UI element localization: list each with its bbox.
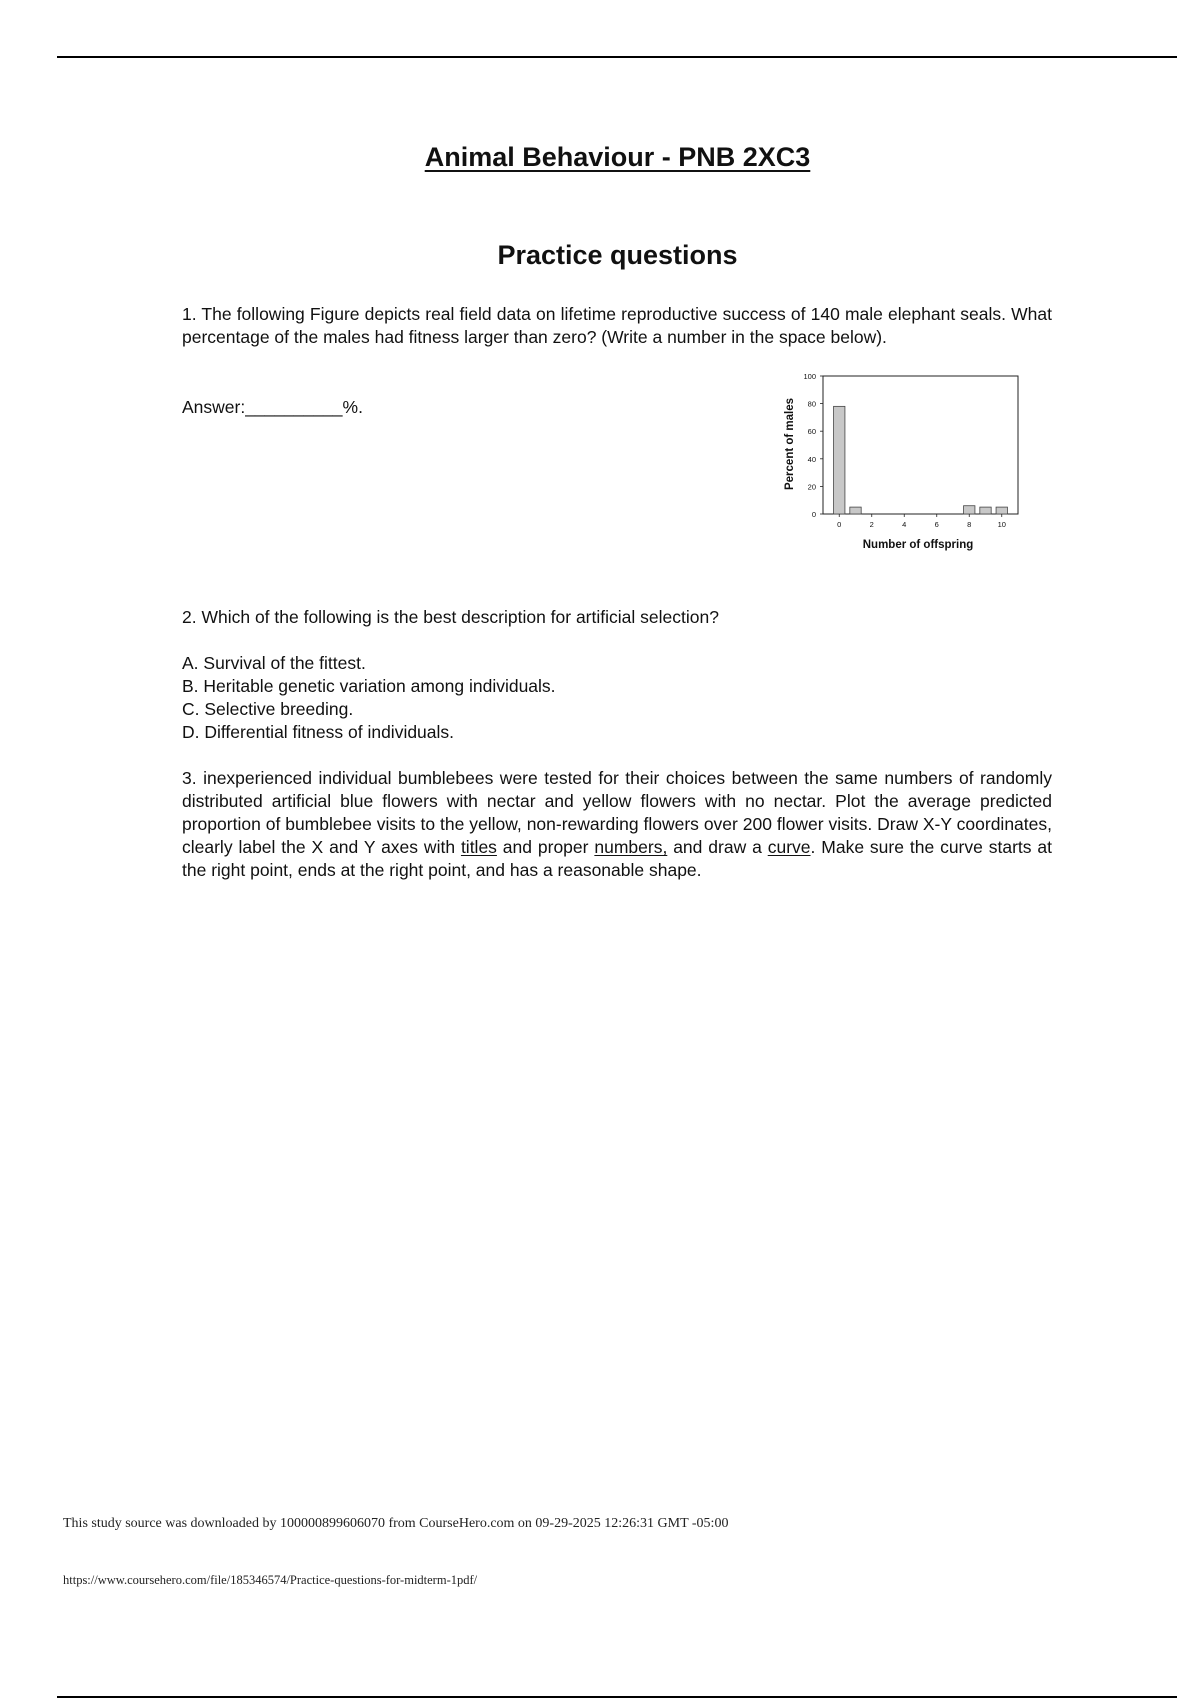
chart-y-axis-label: Percent of males (784, 397, 796, 491)
question-3-text-c: and draw a (667, 837, 768, 857)
page-title: Animal Behaviour - PNB 2XC3 (424, 142, 811, 172)
chart-bars (834, 406, 1008, 514)
top-rule (57, 56, 1177, 58)
chart-bar (996, 507, 1007, 514)
source-url: https://www.coursehero.com/file/185346574/Practice-questions-for-midterm-1pdf/ (63, 1573, 478, 1587)
chart-bar (850, 507, 861, 514)
chart-y-tick-label: 40 (807, 454, 816, 464)
bottom-rule (57, 1696, 1177, 1698)
chart-axes (823, 376, 1018, 514)
option-c: C. Selective breeding. (182, 699, 354, 719)
question-3-text-d: . Make sure the curve starts at the right point, ends at the right point, and has a reasonable shape. (182, 837, 1053, 880)
chart-bar (980, 507, 991, 514)
question-2-options (182, 652, 556, 744)
chart-x-tick-label: 10 (997, 520, 1006, 529)
question-3 (182, 767, 1052, 882)
chart-y-tick-label: 60 (807, 427, 816, 437)
offspring-bar-chart (778, 366, 1038, 556)
option-a: A. Survival of the fittest. (182, 653, 366, 673)
question-2 (182, 606, 1052, 629)
chart-x-tick-label: 0 (837, 520, 842, 529)
option-d: D. Differential fitness of individuals. (182, 722, 455, 742)
chart-x-ticks (837, 514, 1006, 529)
chart-y-ticks (803, 372, 823, 519)
chart-x-tick-label: 2 (869, 520, 874, 529)
chart-y-tick-label: 100 (803, 372, 816, 381)
question-3-text (182, 767, 1052, 882)
chart-x-tick-label: 4 (902, 520, 907, 529)
question-1-text: 1. The following Figure depicts real field data on lifetime reproductive success of 140 male elephant seals. What percentage of the males had fitness larger than zero? (Write a number in the space below). (182, 304, 1052, 347)
chart-bar (964, 506, 975, 514)
download-notice: This study source was downloaded by 100000899606070 from CourseHero.com on 09-29-2025 12:26:31 GMT -05:00 (63, 1516, 729, 1531)
chart-x-axis-label: Number of offspring (862, 539, 974, 551)
chart-bar (834, 406, 845, 514)
chart-x-tick-label: 6 (934, 520, 939, 529)
question-1 (182, 303, 1052, 349)
chart-y-tick-label: 0 (811, 510, 816, 519)
page-subtitle: Practice questions (497, 240, 738, 270)
option-b: B. Heritable genetic variation among individuals. (182, 676, 556, 696)
underlined-numbers: numbers, (594, 837, 668, 857)
chart-y-tick-label: 80 (807, 399, 816, 409)
underlined-curve: curve (767, 837, 811, 857)
question-3-text-b: and proper (496, 837, 595, 857)
chart-x-tick-label: 8 (967, 520, 972, 529)
question-3-text-a: 3. inexperienced individual bumblebees were tested for their choices between the same numbers of randomly distributed artificial blue flowers with nectar and yellow flowers with no nectar. Plot the average predicted proportion of bumblebee visits to the yellow, non-rewarding flowers over 200 flower visits. Draw X-Y coordinates, clearly label the X and Y axes with (182, 768, 1052, 857)
underlined-titles: titles (460, 837, 497, 857)
chart-y-tick-label: 20 (807, 482, 816, 492)
question-2-text: 2. Which of the following is the best description for artificial selection? (182, 607, 719, 627)
question-1-answer-line: Answer:__________%. (182, 397, 363, 417)
chart-frame (823, 376, 1018, 514)
